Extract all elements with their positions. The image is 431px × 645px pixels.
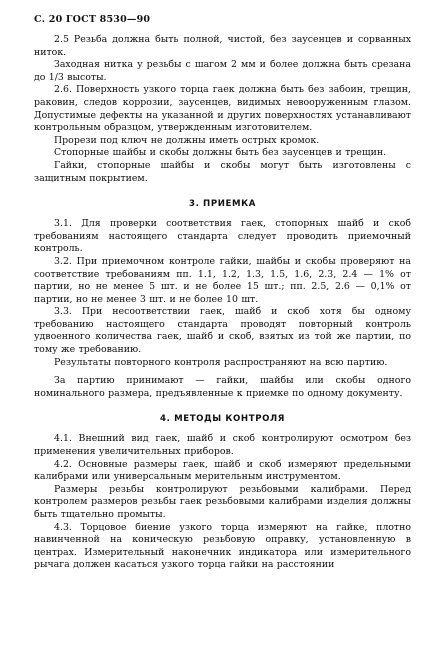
- section-title-acceptance: 3. ПРИЕМКА: [188, 199, 257, 210]
- paragraph-4-2: 4.2. Основные размеры гаек, шайб и скоб измеряют предельными калибрами или универсальным мерительным инструментом.: [34, 458, 411, 483]
- paragraph-batch-definition: За партию принимают — гайки, шайбы или скобы одного номинального размера, предъявленные к приемке по одному документу.: [34, 375, 411, 399]
- paragraph-4-1: 4.1. Внешний вид гаек, шайб и скоб контролируют осмотром без применения увеличительных приборов.: [34, 433, 411, 458]
- paragraph-4-3: 4.3. Торцовое биение узкого торца измеряют на гайке, плотно навинченной на коническую резьбовую оправку, установленную в центрах. Измерительный наконечник индикатора или измерительного рычага должен касаться узкого торца гайки на расстоянии: [34, 521, 411, 571]
- paragraph-thread-gauges: Размеры резьбы контролируют резьбовыми калибрами. Перед контролем размеров резьбы гаек резьбовыми калибрами изделия должны быть тщательно промыты.: [34, 483, 411, 520]
- paragraph-3-2: 3.2. При приемочном контроле гайки, шайбы и скобы проверяют на соответствие требованиям пп. 1.1, 1.2, 1.3, 1.5, 1.6, 2.3, 2.4 — 1% от партии, но не менее 5 шт. и не более 15 шт.; пп. 2.5, 2.6 — 0,1% от партии, но не менее 3 шт. и не более 10 шт.: [34, 255, 411, 305]
- paragraph-2-6: 2.6. Поверхность узкого торца гаек должна быть без забоин, трещин, раковин, следов коррозии, заусенцев, видимых невооруженным глазом. Допустимые дефекты на указанной и других поверхностях устанавливают контрольным образцом, утвержденным изготовителем.: [34, 84, 411, 134]
- section-test-methods: [34, 414, 411, 572]
- section-acceptance: [34, 199, 411, 400]
- paragraph-3-1: 3.1. Для проверки соответствия гаек, стопорных шайб и скоб требованиям настоящего стандарта следует проводить приемочный контроль.: [34, 218, 411, 255]
- paragraph-lock-washers: Стопорные шайбы и скобы должны быть без заусенцев и трещин.: [54, 147, 387, 159]
- running-head: С. 20 ГОСТ 8530—90: [34, 14, 151, 25]
- paragraph-3-3: 3.3. При несоответствии гаек, шайб и скоб хотя бы одному требованию настоящего стандарта проводят повторный контроль удвоенного количества гаек, шайб и скоб, взятых из той же партии, по тому же требованию.: [34, 306, 411, 356]
- section-title-test-methods: 4. МЕТОДЫ КОНТРОЛЯ: [160, 414, 285, 425]
- paragraph-thread-start: Заходная нитка у резьбы с шагом 2 мм и более должна быть срезана до 1/3 высоты.: [34, 59, 411, 83]
- paragraph-wrench-slots: Прорези под ключ не должны иметь острых кромок.: [54, 134, 320, 146]
- paragraph-coating: Гайки, стопорные шайбы и скобы могут быть изготовлены с защитным покрытием.: [34, 159, 411, 184]
- section-2-continuation: [34, 34, 411, 185]
- paragraph-repeat-control: Результаты повторного контроля распространяют на всю партию.: [54, 356, 388, 368]
- paragraph-2-5: 2.5 Резьба должна быть полной, чистой, без заусенцев и сорванных ниток.: [34, 34, 411, 58]
